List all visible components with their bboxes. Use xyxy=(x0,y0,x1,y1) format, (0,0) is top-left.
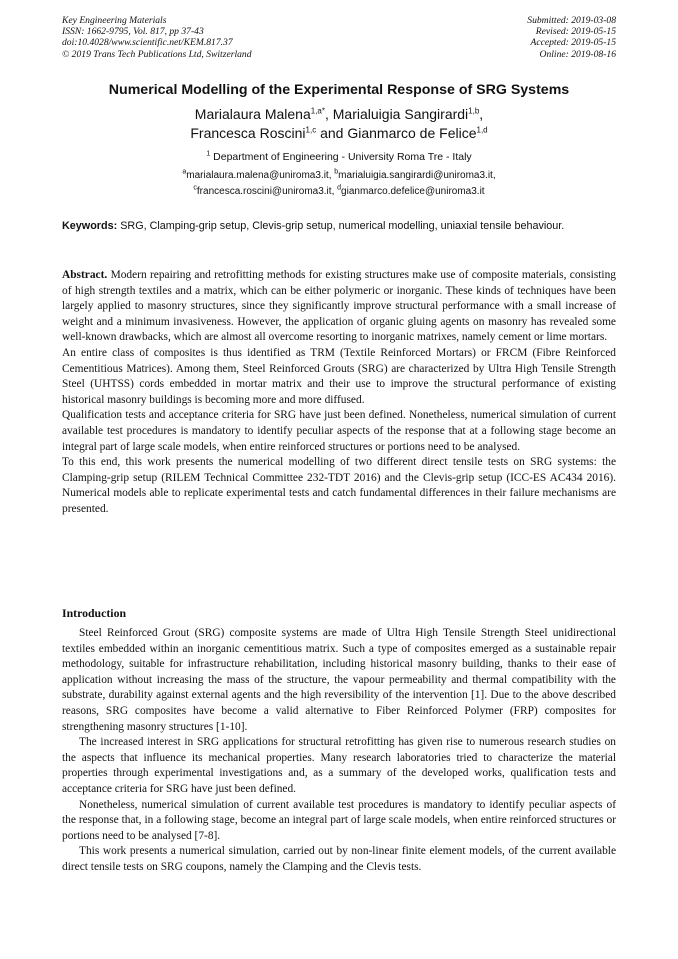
publication-dates xyxy=(527,15,616,60)
author-affil-mark: 1,c xyxy=(305,125,317,135)
body-paragraph: Nonetheless, numerical simulation of current available test procedures is mandatory to identify peculiar aspects of the response that, in a following stage, become an integral part of large scale models, when entire reinforced structures or portions need to be analysed [7-8]. xyxy=(62,798,616,842)
journal-doi[interactable]: doi:10.4028/www.scientific.net/KEM.817.37 xyxy=(62,37,233,49)
author-affil-mark: 1,b xyxy=(468,106,480,116)
author-line-2: Francesca Roscini$^{1,c}$ and Gianmarco de Felice$^{1,d}$ xyxy=(190,125,488,141)
author-name: Francesca Roscini xyxy=(190,125,306,141)
author-name: Marialuigia Sangirardi xyxy=(332,106,469,122)
author-email[interactable]: francesca.roscini@uniroma3.it xyxy=(196,186,332,197)
body-paragraph: Steel Reinforced Grout (SRG) composite systems are made of Ultra High Tensile Strength Steel unidirectional textiles embedded within an inorganic cementitious matrix. Such a type of composites emerged as a sustainable repair methodology, suitable for infrastructure rehabilitation, including historical masonry building, thanks to their ease of application without increasing the mass of the structure, the vapour permeability and thermal compatibility with the substrate, durability against external agents and the high reversibility of the intervention [1]. Due to the above described reasons, SRG composites have become a valid alternative to Fiber Reinforced Polymer (FRP) composites for strengthening masonry structures [1-10]. xyxy=(62,627,616,733)
author-email[interactable]: gianmarco.defelice@uniroma3.it xyxy=(341,186,485,197)
keywords-label: Keywords: xyxy=(62,220,118,232)
section-heading-introduction: Introduction xyxy=(62,606,127,620)
abstract xyxy=(62,268,616,518)
introduction-body xyxy=(62,626,616,876)
abstract-label: Abstract. xyxy=(62,269,108,281)
author-affil-mark: 1,d xyxy=(476,125,488,135)
journal-copyright: © 2019 Trans Tech Publications Ltd, Switzerland xyxy=(62,48,252,60)
date-submitted: Submitted: 2019-03-08 xyxy=(527,15,616,26)
body-paragraph: The increased interest in SRG applications for structural retrofitting has given rise to numerous research studies on the aspects that influence its mechanical properties. Many research laboratories tried to characterize the material properties through experimental investigations and, as a summary of the developed works, qualification tests and acceptance criteria for SRG have just been defined. xyxy=(62,736,616,795)
author-email[interactable]: marialuigia.sangirardi@uniroma3.it xyxy=(338,170,493,181)
keywords-text: SRG, Clamping-grip setup, Clevis-grip setup, numerical modelling, uniaxial tensile behaviour. xyxy=(120,220,565,232)
journal-name: Key Engineering Materials xyxy=(62,15,167,26)
email-line-2: $^c$francesca.roscini@uniroma3.it, $^d$gianmarco.defelice@uniroma3.it xyxy=(193,184,485,197)
abstract-paragraph: Abstract. Modern repairing and retrofitting methods for existing structures make use of composite materials, consisting of high strength textiles and a matrix, which can be either polymeric or inorganic. These kinds of techniques have been largely applied to masonry structures, since they significantly improve structural performance with a small increase of weight and a minimum invasiveness. However, the application of organic gluing agents on masonry has revealed some well-known drawbacks, which are almost all overcome resorting to inorganic matrixes, namely cement or lime mortars. xyxy=(62,269,616,344)
keywords xyxy=(62,219,616,233)
email-line-1: $^a$marialaura.malena@uniroma3.it, $^b$marialuigia.sangirardi@uniroma3.it, xyxy=(182,168,496,181)
affiliation: $^1$ Department of Engineering - University Roma Tre - Italy xyxy=(206,150,472,163)
journal-issn: ISSN: 1662-9795, Vol. 817, pp 37-43 xyxy=(62,26,204,38)
author-affil-mark: 1,a* xyxy=(310,106,325,116)
date-revised: Revised: 2019-05-15 xyxy=(535,26,616,38)
abstract-paragraph: Qualification tests and acceptance criteria for SRG have just been defined. Nonetheless, numerical simulation of current available test procedures is mandatory to identify peculiar aspects of the response that at a following stage become an integral part of large scale models, when entire reinforced structures or portions need to be analysed. xyxy=(62,409,616,453)
author-name: Gianmarco de Felice xyxy=(347,125,477,141)
journal-info xyxy=(62,15,252,60)
abstract-paragraph: To this end, this work presents the numerical modelling of two different direct tensile tests on SRG systems: the Clamping-grip setup (RILEM Technical Committee 232-TDT 2016) and the Clevis-grip setup (ICC-ES AC434 2016). Numerical models able to replicate experimental tests and catch fundamental differences in their failure mechanisms are presented. xyxy=(62,456,616,515)
author-email[interactable]: marialaura.malena@uniroma3.it xyxy=(186,170,329,181)
author-line-1: Marialaura Malena$^{1,a*}$, Marialuigia Sangirardi$^{1,b}$, xyxy=(194,106,484,122)
paper-title: Numerical Modelling of the Experimental Response of SRG Systems xyxy=(108,82,570,98)
body-paragraph: This work presents a numerical simulation, carried out by non-linear finite element models, of the current available direct tensile tests on SRG coupons, namely the Clamping and the Clevis tests. xyxy=(62,845,616,873)
abstract-paragraph: An entire class of composites is thus identified as TRM (Textile Reinforced Mortars) or FRCM (Fibre Reinforced Cementitious Matrices). Among them, Steel Reinforced Grouts (SRG) are characterized by Ultra High Tensile Strength Steel (UHTSS) cords embedded in mortar matrix and their use to improve the structural performance of existing historical masonry buildings is becoming more and more diffused. xyxy=(62,346,616,406)
date-online: Online: 2019-08-16 xyxy=(539,48,616,60)
author-name: Marialaura Malena xyxy=(194,106,311,122)
date-accepted: Accepted: 2019-05-15 xyxy=(530,37,616,49)
